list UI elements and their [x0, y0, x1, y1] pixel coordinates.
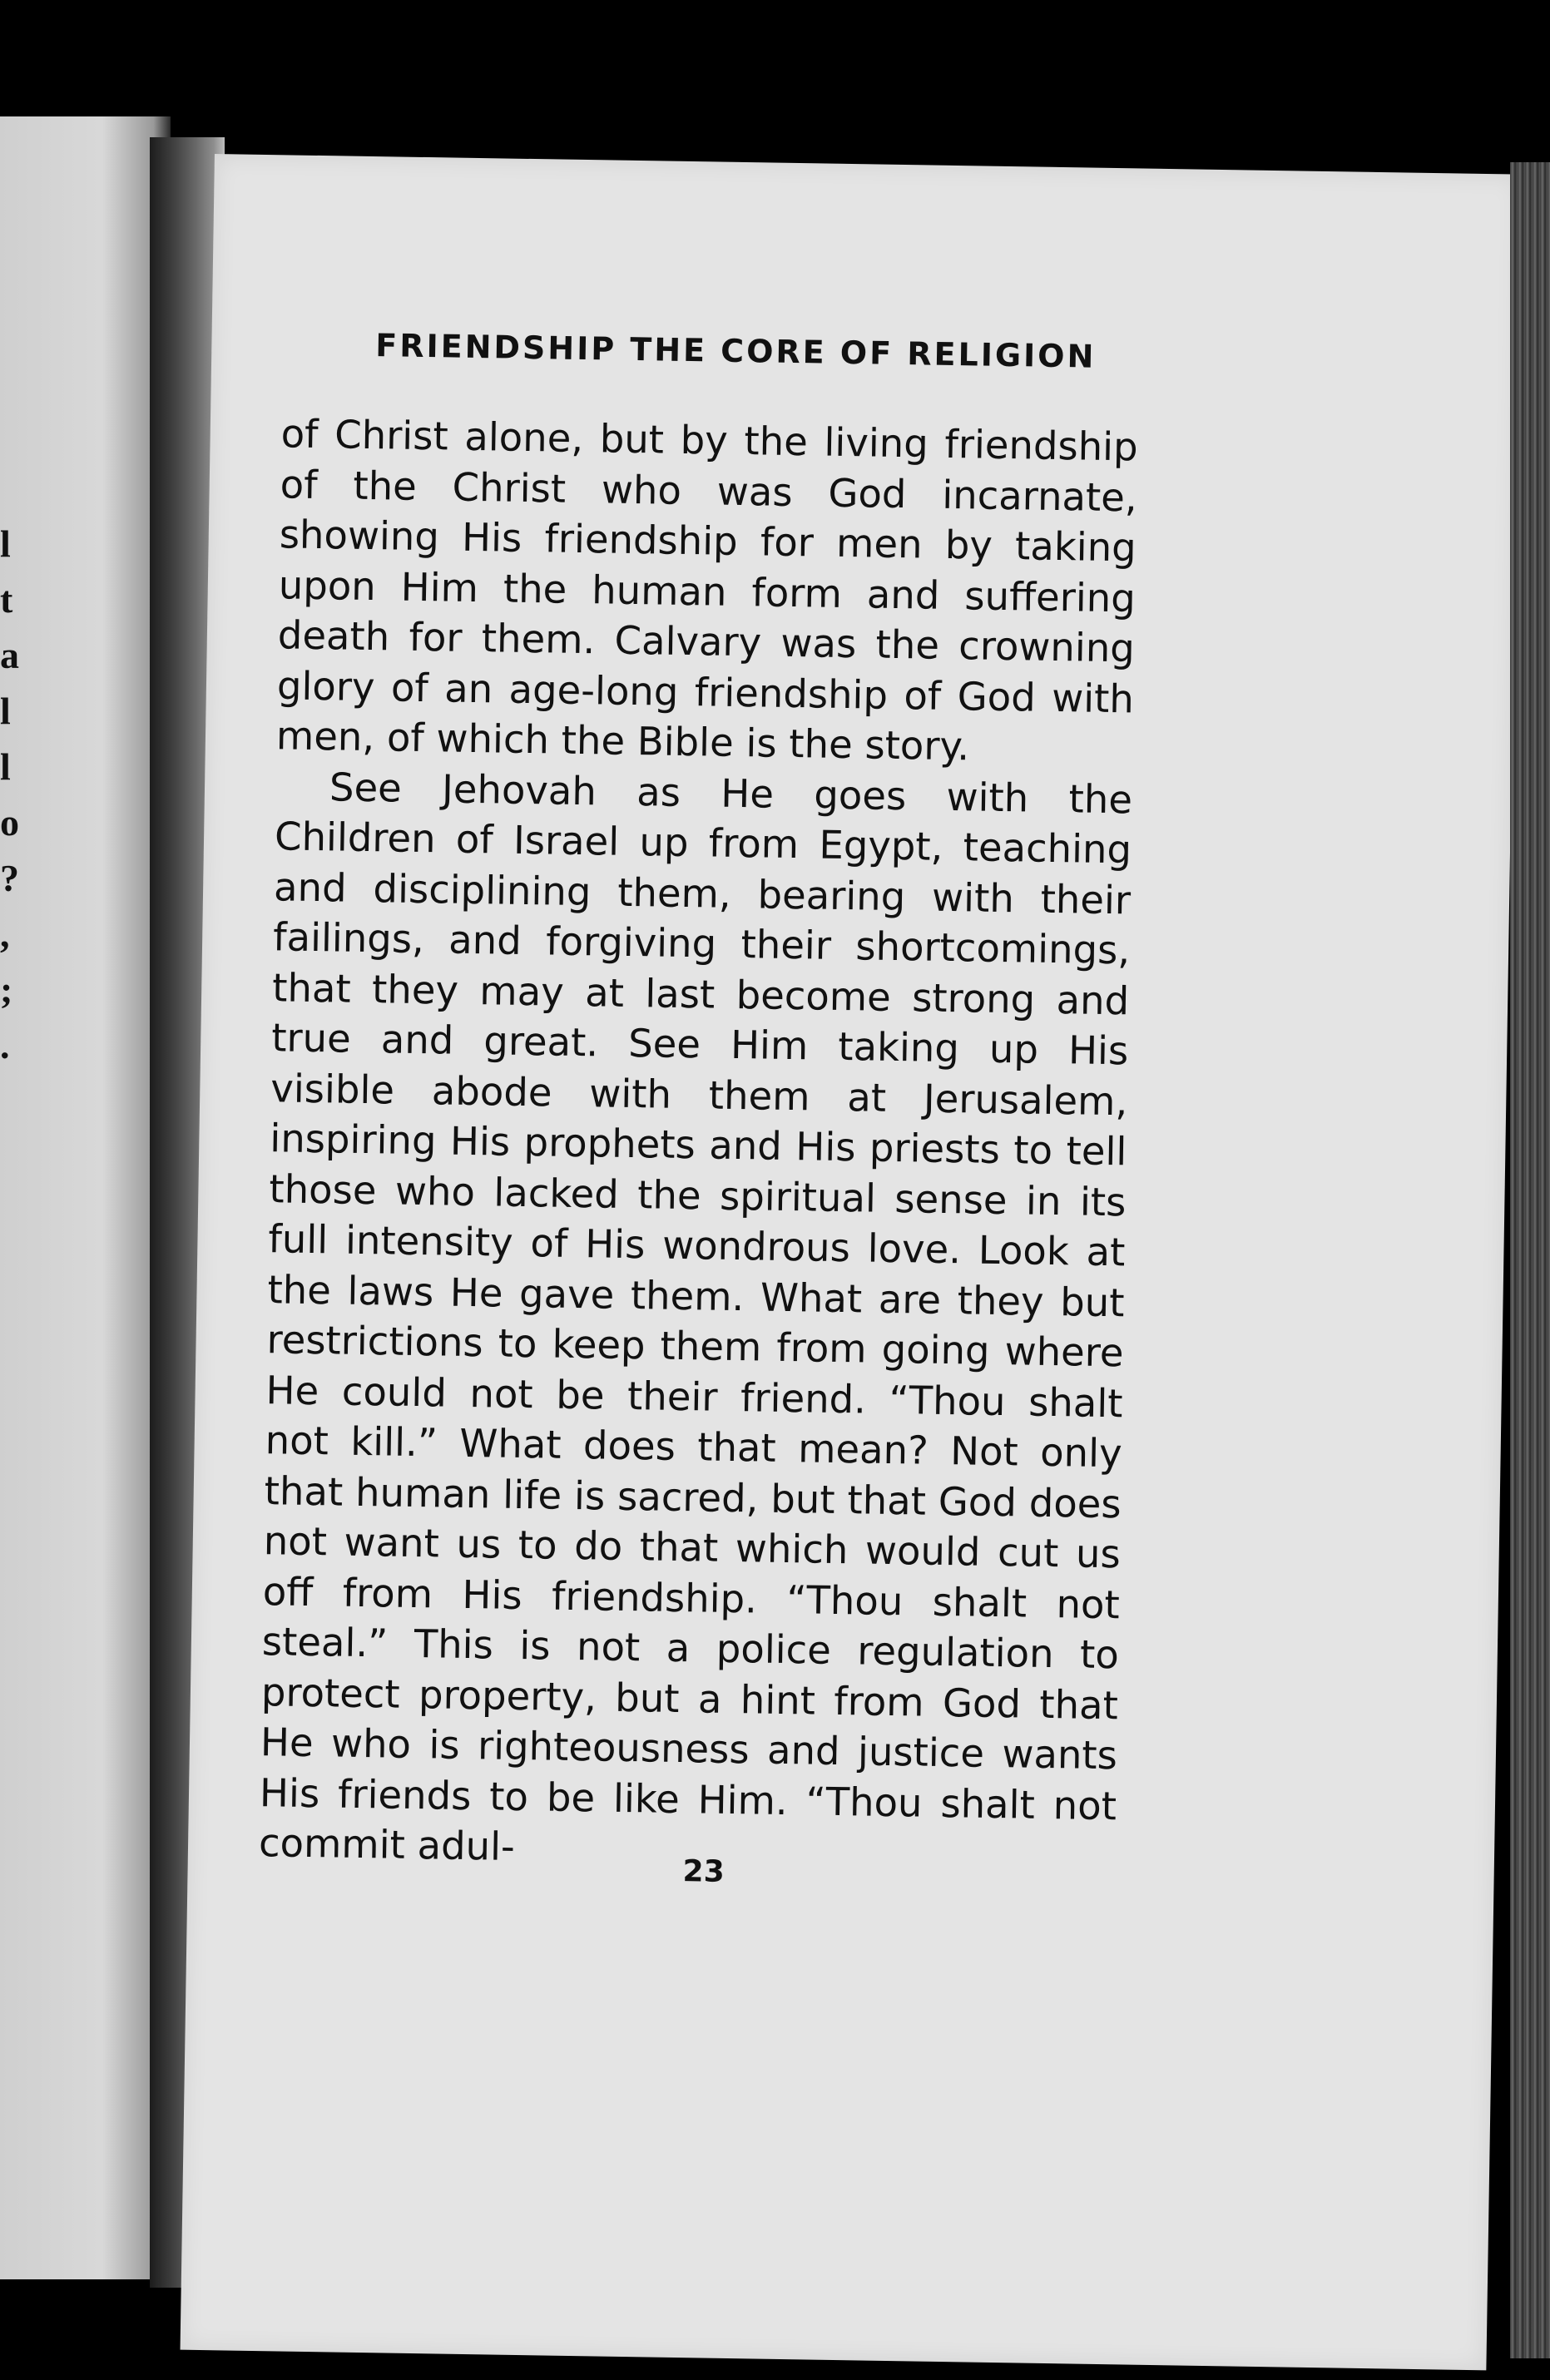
prev-letter: ,: [0, 913, 10, 955]
page-body: [259, 408, 1138, 1881]
prev-letter: t: [0, 578, 13, 621]
prev-letter: a: [0, 634, 19, 676]
prev-letter: ;: [0, 968, 13, 1011]
prev-letter: o: [0, 801, 19, 844]
page-fore-edge: [1510, 162, 1550, 2358]
prev-letter: l: [0, 690, 11, 732]
prev-letter: .: [0, 1024, 10, 1066]
paragraph: See Jehovah as He goes with the Children of Israel up from Egypt, teaching and disciplining them, bearing with their failings, and forgiving their shortcomings, that they may at last become strong and true and great. See Him taking up His visible abode with them at Jerusalem, inspiring His prophets and His priests to tell those who lacked the spiritual sense in its full intensity of His wondrous love. Look at the laws He gave them. What are they but restrictions to keep them from going where He could not be their friend. “Thou shalt not kill.” What does that mean? Not only that human life is sacred, but that God does not want us to do that which would cut us off from His friendship. “Thou shalt not steal.” This is not a police regulation to protect property, but a hint from God that He who is righteousness and justice wants His friends to be like Him. “Thou shalt not commit adul-: [258, 764, 1133, 1869]
prev-letter: l: [0, 745, 11, 788]
previous-page-edge: [0, 116, 171, 2279]
book-page: [181, 154, 1521, 2370]
paragraph: of Christ alone, but by the living friendship of the Christ who was God incarnate, showing His friendship for men by taking upon Him the human form and suffering death for them. Calvary was the crowning glory of an age-long friendship of God with men, of which the Bible is the story.: [275, 411, 1139, 769]
previous-page-letters: [0, 516, 25, 1073]
page-number: 23: [682, 1854, 725, 1889]
prev-letter: ?: [0, 857, 19, 899]
prev-letter: l: [0, 522, 11, 565]
running-head: FRIENDSHIP THE CORE OF RELIGION: [375, 327, 1097, 375]
